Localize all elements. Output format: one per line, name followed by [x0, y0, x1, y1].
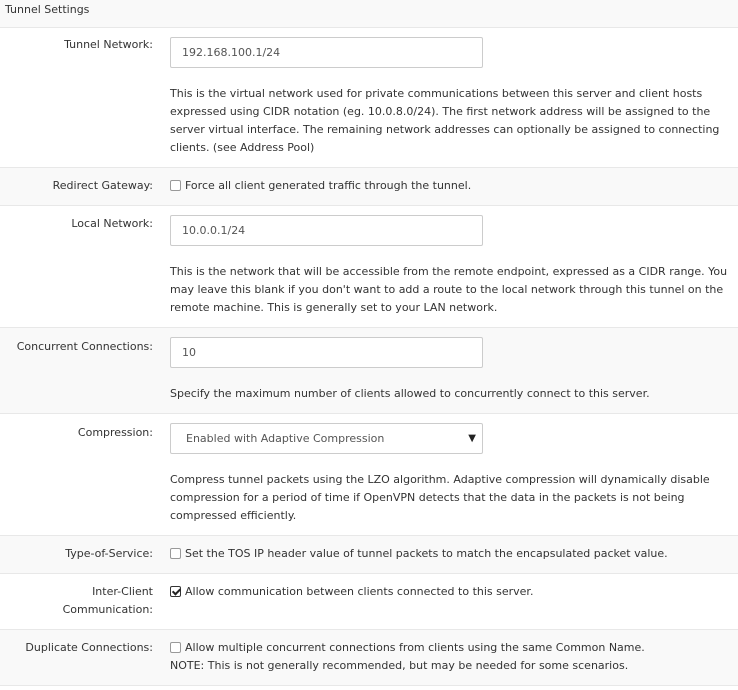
compression-label: Compression:: [77, 426, 153, 439]
inter-client-checkbox[interactable]: [170, 586, 181, 597]
duplicate-connections-label: Duplicate Connections:: [25, 641, 153, 654]
duplicate-connections-text: Allow multiple concurrent connections from clients using the same Common Name.: [185, 641, 645, 654]
tunnel-network-label: Tunnel Network:: [64, 38, 153, 51]
local-network-input[interactable]: 10.0.0.1/24: [170, 215, 483, 246]
local-network-row: [0, 206, 738, 328]
redirect-gateway-text: Force all client generated traffic through the tunnel.: [185, 179, 472, 192]
concurrent-connections-label: Concurrent Connections:: [16, 340, 153, 353]
concurrent-connections-help: Specify the maximum number of clients allowed to concurrently connect to this server.: [170, 387, 650, 400]
concurrent-connections-input[interactable]: 10: [170, 337, 483, 368]
duplicate-connections-note: NOTE: This is not generally recommended, but may be needed for some scenarios.: [170, 659, 629, 672]
redirect-gateway-checkbox[interactable]: [170, 180, 181, 191]
tunnel-network-input[interactable]: 192.168.100.1/24: [170, 37, 483, 68]
tunnel-network-help: This is the virtual network used for private communications between this server and client hosts expressed using CIDR notation (eg. 10.0.8.0/24). The first network address will be assigned to the server virtual interface. The remaining network addresses can optionally be assigned to connecting clients. (see Address Pool): [170, 87, 720, 154]
tunnel-network-row: [0, 28, 738, 168]
type-of-service-checkbox[interactable]: [170, 548, 181, 559]
inter-client-row: [0, 574, 738, 630]
local-network-label: Local Network:: [71, 217, 153, 230]
dropdown-arrow-icon: ▼: [468, 433, 476, 444]
type-of-service-text: Set the TOS IP header value of tunnel packets to match the encapsulated packet value.: [185, 547, 668, 560]
redirect-gateway-label: Redirect Gateway:: [52, 179, 153, 192]
type-of-service-label: Type-of-Service:: [65, 547, 153, 560]
duplicate-connections-checkbox[interactable]: [170, 642, 181, 653]
type-of-service-row: [0, 536, 738, 574]
compression-selected-value: Enabled with Adaptive Compression: [186, 432, 385, 445]
section-header: [0, 0, 738, 28]
inter-client-label: Inter-Client Communication:: [62, 585, 153, 616]
redirect-gateway-row: [0, 168, 738, 206]
local-network-help: This is the network that will be accessible from the remote endpoint, expressed as a CIDR range. You may leave this blank if you don't want to add a route to the local network through this tunnel on the remote machine. This is generally set to your LAN network.: [170, 265, 728, 314]
concurrent-connections-row: [0, 328, 738, 414]
compression-select[interactable]: [170, 423, 483, 454]
compression-row: [0, 414, 738, 536]
section-title: Tunnel Settings: [5, 3, 90, 16]
compression-help: Compress tunnel packets using the LZO algorithm. Adaptive compression will dynamically disable compression for a period of time if OpenVPN detects that the data in the packets is not being compressed efficiently.: [170, 473, 710, 522]
duplicate-connections-row: [0, 630, 738, 686]
inter-client-text: Allow communication between clients connected to this server.: [185, 585, 534, 598]
